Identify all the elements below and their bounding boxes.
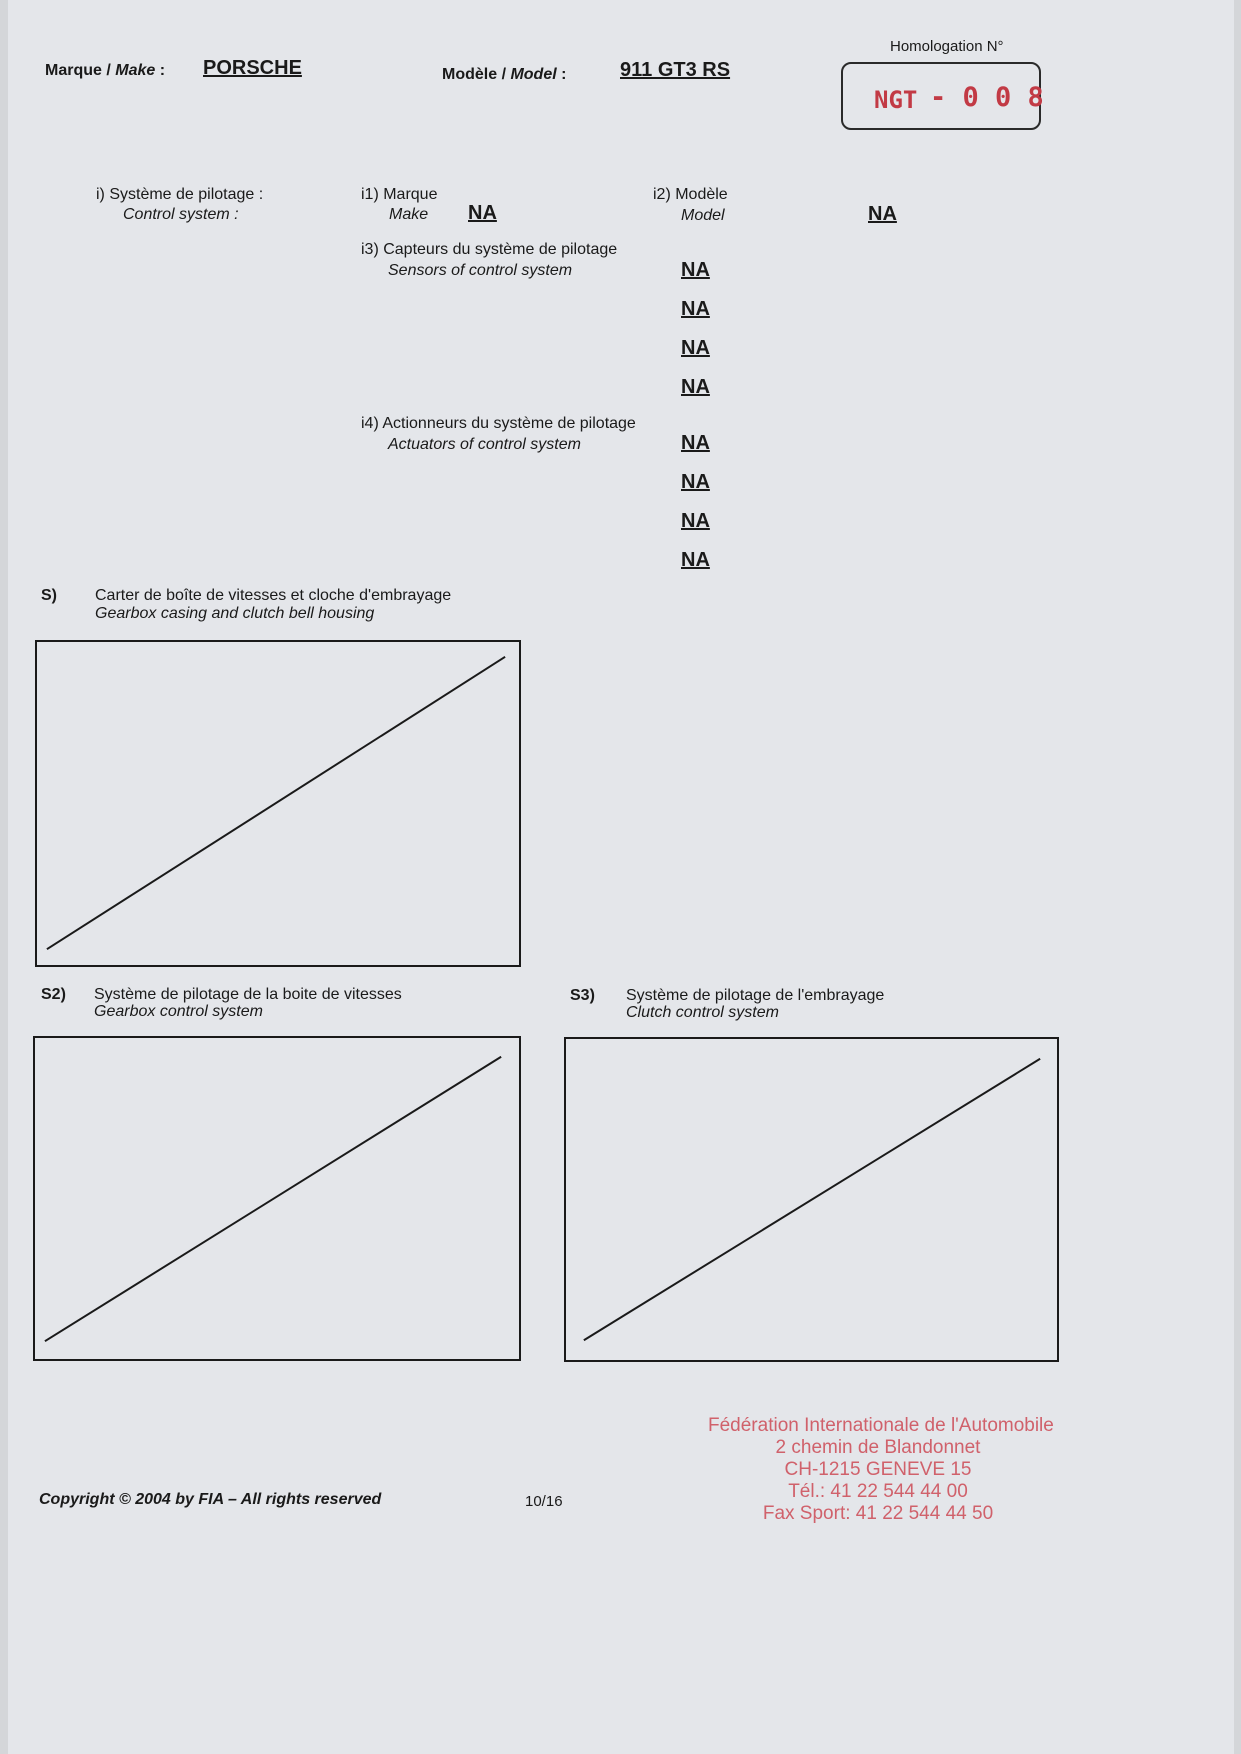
- cs-model-label-en: Model: [681, 207, 725, 224]
- model-label: [442, 66, 566, 84]
- section-s2-title-fr: Système de pilotage de la boite de vitesses: [94, 986, 402, 1003]
- make-label-colon: :: [155, 62, 166, 79]
- diagonal-line-icon: [37, 642, 519, 965]
- cs-model-value: NA: [868, 203, 897, 225]
- model-value: 911 GT3 RS: [620, 59, 731, 81]
- copyright: Copyright © 2004 by FIA – All rights reserved: [39, 1491, 382, 1508]
- sensor-value: NA: [681, 376, 710, 398]
- section-s2-title-en: Gearbox control system: [94, 1003, 263, 1020]
- section-s3-title-fr: Système de pilotage de l'embrayage: [626, 987, 885, 1004]
- sensor-value: NA: [681, 259, 710, 281]
- diagonal-line-icon: [566, 1039, 1057, 1360]
- section-s3-code: S3): [570, 987, 595, 1004]
- fia-stamp-line: Tél.: 41 22 544 44 00: [788, 1481, 968, 1502]
- diagonal-line-icon: [35, 1038, 519, 1359]
- actuator-value: NA: [681, 471, 710, 493]
- section-s2-code: S2): [41, 986, 66, 1003]
- actuators-label-fr: i4) Actionneurs du système de pilotage: [361, 415, 636, 432]
- sensors-label-fr: i3) Capteurs du système de pilotage: [361, 241, 618, 258]
- actuator-value: NA: [681, 549, 710, 571]
- page-number: 10/16: [525, 1493, 563, 1510]
- section-s3-photo-placeholder: [564, 1037, 1059, 1362]
- control-system-label-en: Control system :: [123, 206, 239, 223]
- homologation-label: Homologation N°: [890, 38, 1004, 55]
- fia-stamp-line: 2 chemin de Blandonnet: [775, 1437, 981, 1458]
- fia-stamp-line: Fédération Internationale de l'Automobile: [708, 1415, 1054, 1436]
- actuator-value: NA: [681, 510, 710, 532]
- section-s-title-en: Gearbox casing and clutch bell housing: [95, 605, 375, 622]
- homologation-prefix: NGT: [874, 86, 918, 114]
- section-s-title-fr: Carter de boîte de vitesses et cloche d'embrayage: [95, 587, 452, 604]
- sensor-value: NA: [681, 298, 710, 320]
- fia-stamp: [708, 1415, 1054, 1525]
- cs-make-value: NA: [468, 202, 497, 224]
- cs-make-label-fr: i1) Marque: [361, 186, 438, 203]
- cs-make-label-en: Make: [389, 206, 429, 223]
- section-s-photo-placeholder: [35, 640, 521, 967]
- actuators-label-en: Actuators of control system: [388, 436, 581, 453]
- model-label-en: Model: [510, 66, 557, 83]
- model-label-colon: :: [556, 66, 567, 83]
- homologation-number: - 0 0 8: [930, 82, 1044, 113]
- make-label-fr: Marque /: [45, 62, 116, 79]
- fia-stamp-line: CH-1215 GENEVE 15: [784, 1459, 972, 1480]
- fia-stamp-line: Fax Sport: 41 22 544 44 50: [762, 1503, 994, 1524]
- cs-model-label-fr: i2) Modèle: [653, 186, 728, 203]
- make-label: [45, 62, 165, 80]
- make-value: PORSCHE: [203, 57, 302, 79]
- section-s2-photo-placeholder: [33, 1036, 521, 1361]
- section-s3-title-en: Clutch control system: [626, 1004, 779, 1021]
- control-system-label-fr: i) Système de pilotage :: [96, 186, 264, 203]
- make-label-en: Make: [115, 62, 156, 79]
- sensors-label-en: Sensors of control system: [388, 262, 573, 279]
- section-s-code: S): [41, 587, 57, 604]
- actuator-value: NA: [681, 432, 710, 454]
- model-label-fr: Modèle /: [442, 66, 511, 83]
- sensor-value: NA: [681, 337, 710, 359]
- document-page: [8, 0, 1234, 1754]
